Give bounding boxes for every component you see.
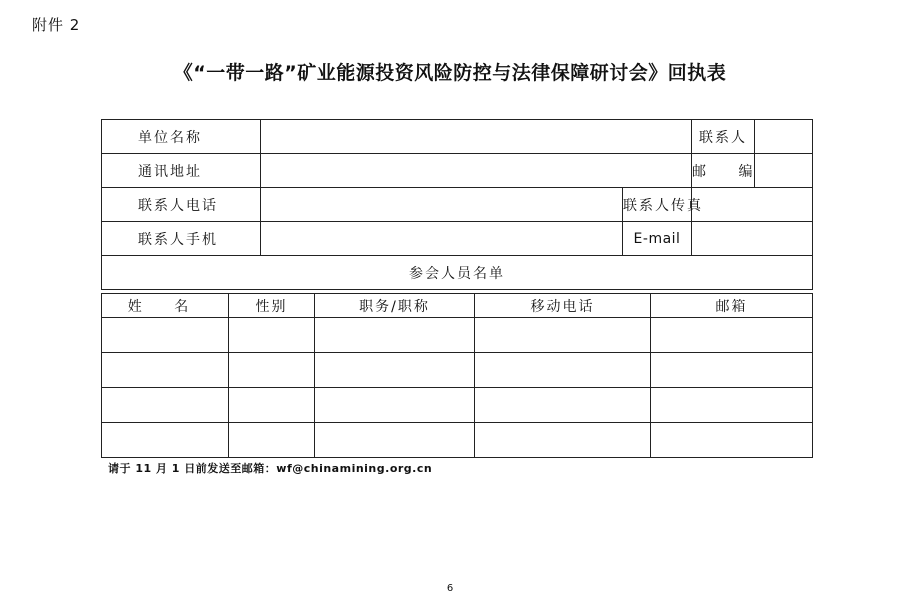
email-field[interactable] bbox=[692, 222, 813, 256]
participant-mobile-cell[interactable] bbox=[475, 353, 651, 388]
form-title: 《“一带一路”矿业能源投资风险防控与法律保障研讨会》回执表 bbox=[173, 62, 727, 84]
participant-name-cell[interactable] bbox=[102, 388, 229, 423]
email-label: E-mail bbox=[623, 222, 692, 256]
page-number: 6 bbox=[446, 583, 454, 594]
participant-mobile-cell[interactable] bbox=[475, 388, 651, 423]
column-header-gender: 性别 bbox=[229, 294, 315, 318]
participant-mobile-cell[interactable] bbox=[475, 318, 651, 353]
participants-heading: 参会人员名单 bbox=[102, 256, 813, 290]
participant-name-cell[interactable] bbox=[102, 318, 229, 353]
contact-mobile-field[interactable] bbox=[261, 222, 623, 256]
table-row bbox=[102, 353, 813, 388]
participant-gender-cell[interactable] bbox=[229, 423, 315, 458]
column-header-name: 姓 名 bbox=[102, 294, 229, 318]
contact-phone-field[interactable] bbox=[261, 188, 623, 222]
participant-name-cell[interactable] bbox=[102, 423, 229, 458]
contact-person-field[interactable] bbox=[755, 120, 813, 154]
participant-name-cell[interactable] bbox=[102, 353, 229, 388]
registration-info-table bbox=[101, 119, 813, 290]
submission-note: 请于 11 月 1 日前发送至邮箱：wf@chinamining.org.cn bbox=[108, 462, 433, 475]
participant-gender-cell[interactable] bbox=[229, 318, 315, 353]
participant-title-cell[interactable] bbox=[315, 318, 475, 353]
table-row bbox=[102, 388, 813, 423]
participant-title-cell[interactable] bbox=[315, 353, 475, 388]
postcode-label: 邮 编 bbox=[692, 154, 755, 188]
participant-email-cell[interactable] bbox=[651, 423, 813, 458]
address-label: 通讯地址 bbox=[102, 154, 261, 188]
column-header-title: 职务/职称 bbox=[315, 294, 475, 318]
participant-gender-cell[interactable] bbox=[229, 353, 315, 388]
unit-name-field[interactable] bbox=[261, 120, 692, 154]
contact-mobile-label: 联系人手机 bbox=[102, 222, 261, 256]
participant-title-cell[interactable] bbox=[315, 388, 475, 423]
participant-gender-cell[interactable] bbox=[229, 388, 315, 423]
participant-title-cell[interactable] bbox=[315, 423, 475, 458]
column-header-mobile: 移动电话 bbox=[475, 294, 651, 318]
annex-label: 附件 2 bbox=[32, 16, 81, 34]
contact-person-label: 联系人 bbox=[692, 120, 755, 154]
participant-email-cell[interactable] bbox=[651, 318, 813, 353]
address-field[interactable] bbox=[261, 154, 692, 188]
table-row bbox=[102, 318, 813, 353]
contact-phone-label: 联系人电话 bbox=[102, 188, 261, 222]
participant-email-cell[interactable] bbox=[651, 353, 813, 388]
participant-email-cell[interactable] bbox=[651, 388, 813, 423]
participants-table bbox=[101, 293, 813, 458]
unit-name-label: 单位名称 bbox=[102, 120, 261, 154]
table-row bbox=[102, 423, 813, 458]
participant-mobile-cell[interactable] bbox=[475, 423, 651, 458]
contact-fax-field[interactable] bbox=[692, 188, 813, 222]
column-header-email: 邮箱 bbox=[651, 294, 813, 318]
participants-header-row bbox=[102, 294, 813, 318]
contact-fax-label: 联系人传真 bbox=[623, 188, 692, 222]
